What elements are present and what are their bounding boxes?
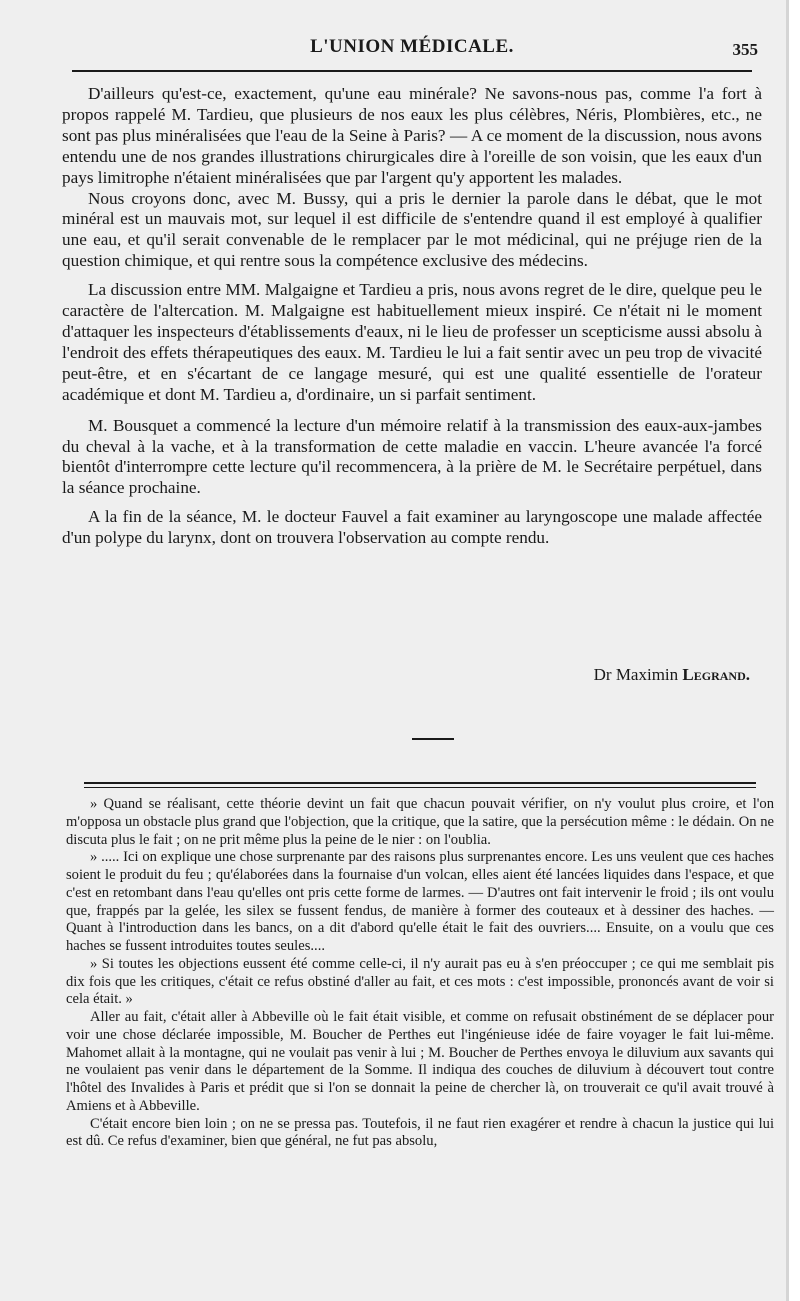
paragraph: D'ailleurs qu'est-ce, exactement, qu'une eau minérale? Ne savons-nous pas, comme l'a fort à propos rappelé M. Tardieu, que plusieurs de nos eaux les plus célèbres, Néris, Plombières, etc., ne sont pas plus minéralisées que l'eau de la Seine à Paris? — A ce moment de la discussion, nous avons entendu une de nos grandes illustrations chirurgicales dire à l'oreille de son voisin, que les eaux d'un pays limitrophe n'étaient minéralisées que par l'argent qu'y apportent les malades. [62, 84, 762, 187]
paragraph: M. Bousquet a commencé la lecture d'un mémoire relatif à la transmission des eaux-aux-jambes du cheval à la vache, et à la transformation de cette maladie en vaccin. L'heure avancée l'a forcé bientôt d'interrompre cette lecture qu'il recommencera, à la prière de M. le Secrétaire perpétuel, dans la séance prochaine. [62, 415, 762, 498]
footnote-paragraph: Aller au fait, c'était aller à Abbeville où le fait était visible, et comme on refusait obstinément de se déplacer pour voir une chose déclarée impossible, M. Boucher de Perthes eut l'ingénieuse idée de faire voyager le fait lui-même. Mahomet allait à la montagne, qui ne voulait pas venir à lui ; M. Boucher de Perthes envoya le diluvium aux savants qui ne voulaient pas venir dans le département de la Somme. Il indiqua des couches de diluvium à découvert tout contre l'hôtel des Invalides à Paris et prédit que si l'on se donnait la peine de chercher là, on trouverait ce qu'il avait trouvé à Amiens et à Abbeville. [66, 1009, 774, 1114]
paragraph: A la fin de la séance, M. le docteur Fauvel a fait examiner au laryngoscope une malade affectée d'un polype du larynx, dont on trouvera l'observation au compte rendu. [62, 507, 762, 548]
paragraph: La discussion entre MM. Malgaigne et Tardieu a pris, nous avons regret de le dire, quelque peu le caractère de l'altercation. M. Malgaigne est habituellement mieux inspiré. Ce n'était ni le moment d'attaquer les inspecteurs d'établissements d'eaux, ni le lieu de professer un scepticisme aussi absolu à l'endroit des effets thérapeutiques des eaux. M. Tardieu le lui a fait sentir avec un peu trop de vivacité peut-être, et en s'écartant de ce langage mesuré, qui est une qualité essentielle de l'orateur académique et dont M. Tardieu a, d'ordinaire, un si parfait sentiment. [62, 280, 762, 404]
footnote-paragraph: » Quand se réalisant, cette théorie devint un fait que chacun pouvait vérifier, on n'y voulut plus croire, et l'on m'opposa un obstacle plus grand que l'objection, que la critique, que la satire, que la persécution même : le dédain. On ne discuta plus le fait ; on ne prit même plus la peine de le nier : on l'oublia. [66, 796, 774, 848]
signature-prefix: Dr Maximin [593, 665, 683, 684]
footnote-rule [84, 782, 756, 784]
footnote-paragraph: C'était encore bien loin ; on ne se pressa pas. Toutefois, il ne faut rien exagérer et rendre à chacun la justice qui lui est dû. Ce refus d'examiner, bien que général, ne fut pas absolu, [66, 1115, 774, 1150]
author-signature [594, 665, 750, 685]
footnote-paragraph: » Si toutes les objections eussent été comme celle-ci, il n'y aurait pas eu à s'en préoccuper ; ce qui me semblait pis dix fois que les critiques, c'était ce refus obstiné d'aller au fait, et ces mots : c'est impossible, prononcés avant de voir si cela était. » [66, 955, 774, 1008]
paragraph: Nous croyons donc, avec M. Bussy, qui a pris le dernier la parole dans le débat, que le mot minéral est un mauvais mot, sur lequel il est difficile de s'entendre quand il est employé à qualifier une eau, et qu'il serait convenable de le remplacer par le mot médicinal, qui ne préjuge rien de la question chimique, et qui rentre sous la compétence exclusive des médecins. [62, 188, 762, 271]
footnote-paragraph: » ..... Ici on explique une chose surprenante par des raisons plus surprenantes encore. Les uns veulent que ces haches soient le produit du feu ; qu'élaborées dans la fournaise d'un volcan, elles aient été lancées liquides dans l'espace, et que c'est en retombant dans l'eau qu'elles ont pris cette forme de larmes. — D'autres ont fait intervenir le froid ; ils ont voulu que, frappés par la gelée, les silex se fussent fendus, de manière à former des couteaux et à dessiner des haches. — Quant à l'introduction dans les bancs, on a dit d'abord qu'elle était le fait des ouvriers.... Ensuite, on a voulu que ces haches se fussent introduites toutes seules.... [66, 849, 774, 954]
journal-title: L'UNION MÉDICALE. [310, 36, 514, 57]
running-header [66, 28, 758, 68]
section-separator [412, 738, 454, 740]
footnote-rule-thin [84, 787, 756, 788]
feuilleton-text [66, 796, 774, 1151]
header-rule [72, 70, 752, 72]
signature-surname: Legrand. [682, 665, 750, 684]
page-number: 355 [732, 40, 758, 59]
page-edge [786, 0, 789, 1301]
main-text [62, 84, 762, 549]
